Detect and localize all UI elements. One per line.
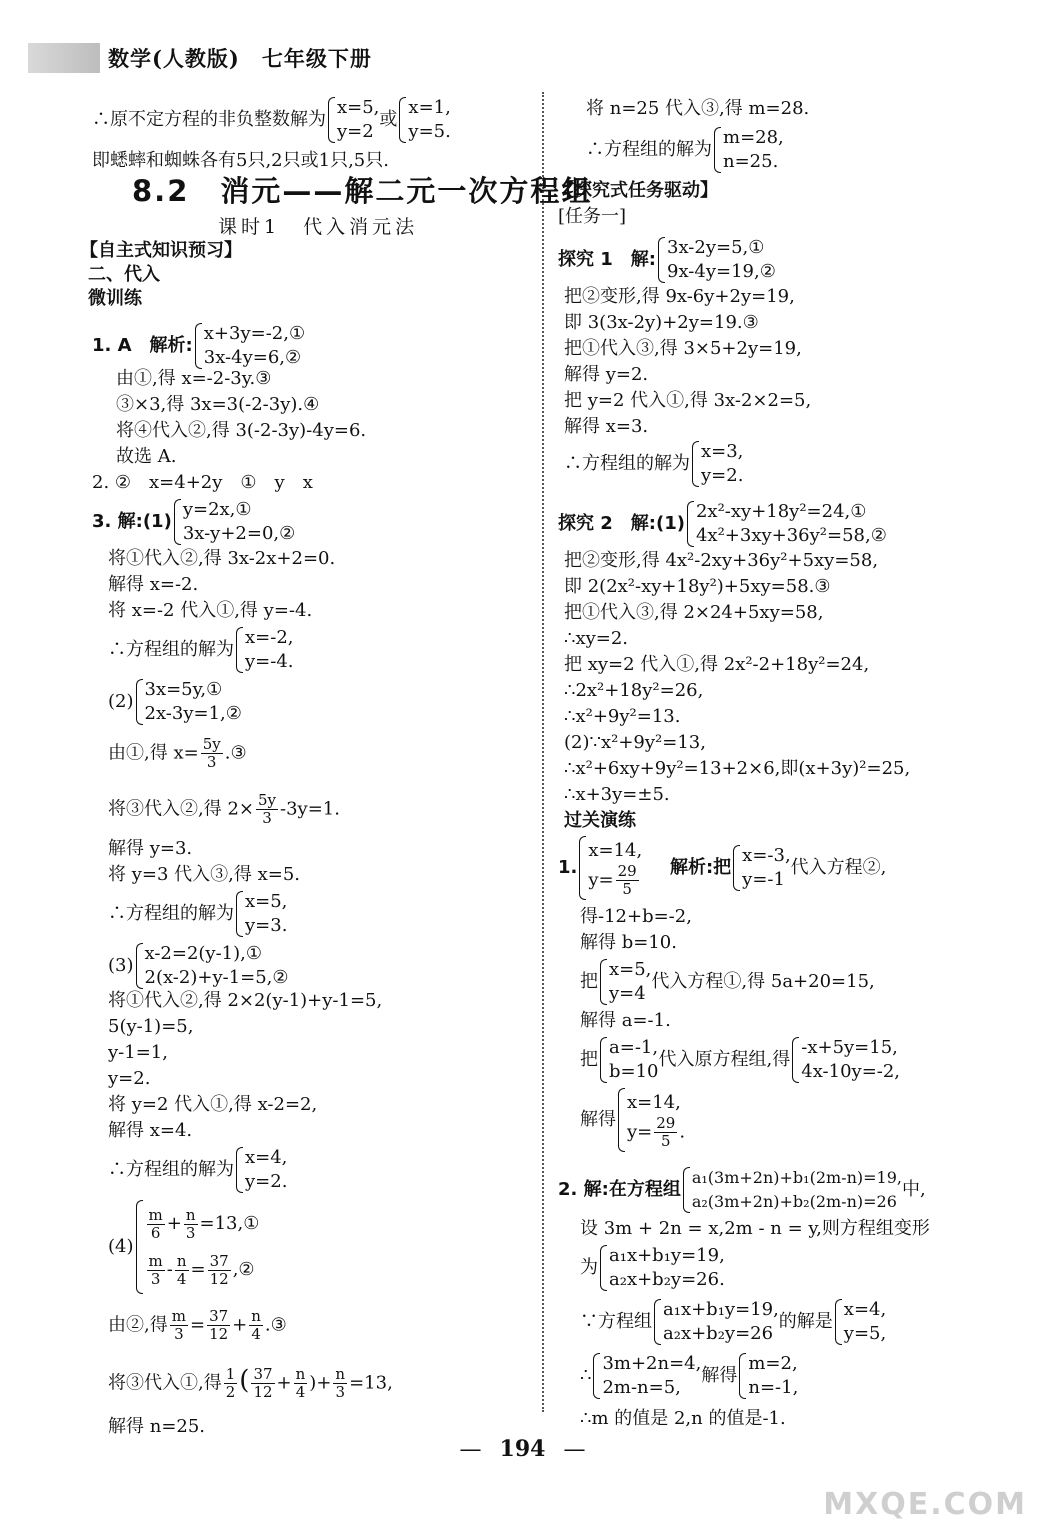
denominator: 4 <box>295 1383 306 1401</box>
denominator: 3 <box>174 1325 184 1343</box>
fraction <box>207 1308 230 1343</box>
brace <box>136 943 143 989</box>
denominator: 12 <box>209 1269 229 1288</box>
text-line <box>580 1352 798 1400</box>
numerator: 1 <box>225 1365 236 1383</box>
fraction <box>184 1207 198 1242</box>
eq-line: x=4, <box>245 1147 288 1168</box>
equation-system <box>134 678 242 726</box>
text: ∴方程组的解为 <box>586 139 712 160</box>
text-line: 即 2(2x²-xy+18y²)+5xy=58.③ <box>564 576 831 597</box>
brace <box>236 627 243 673</box>
brace <box>236 1147 243 1193</box>
eq-line: m=2, <box>748 1353 798 1374</box>
text: 1. <box>558 857 578 878</box>
text: ,② <box>232 1259 255 1280</box>
left-line-1 <box>92 96 451 144</box>
eq-line <box>588 863 642 898</box>
text-line: 把 xy=2 代入①,得 2x²-2+18y²=24, <box>564 654 870 675</box>
brace <box>714 127 721 173</box>
brace <box>328 97 335 143</box>
denominator: 6 <box>150 1223 161 1242</box>
brace <box>739 1353 746 1399</box>
header-gray-bar <box>28 43 100 73</box>
text-line: 解得 y=3. <box>108 838 193 859</box>
operator: + <box>276 1372 292 1394</box>
denominator: 5 <box>622 879 632 898</box>
text-line: 把 y=2 代入①,得 3x-2×2=5, <box>564 390 812 411</box>
text: . <box>679 1121 686 1142</box>
numerator: 29 <box>617 861 637 880</box>
numerator: 5y <box>257 791 277 809</box>
text-line: 5(y-1)=5, <box>108 1016 194 1037</box>
text-line: ∴x²+6xy+9y²=13+2×6,即(x+3y)²=25, <box>564 758 911 779</box>
text-line: 解得 a=-1. <box>580 1010 671 1031</box>
eq-line: y=-4. <box>245 651 294 672</box>
eq-line: x=3, <box>701 441 744 462</box>
denominator: 4 <box>176 1269 187 1288</box>
left-line-2: 即蟋蟀和蜘蛛各有5只,2只或1只,5只. <box>92 150 389 171</box>
text: ∴方程组的解为 <box>108 903 234 924</box>
numerator: m <box>148 1205 163 1224</box>
equation-system <box>591 1352 701 1400</box>
dash: — <box>563 1437 586 1462</box>
text: 把 <box>580 1049 598 1070</box>
eq-line: y=2. <box>245 1171 288 1192</box>
text: 将③代入②,得 2× <box>108 798 254 820</box>
equation-system <box>598 1244 725 1292</box>
eq-line: y=2 <box>337 121 374 142</box>
brace <box>658 237 665 283</box>
eq-line: x=5, <box>337 97 380 118</box>
text-line: 得-12+b=-2, <box>580 906 692 927</box>
eq-line: y=5. <box>408 121 451 142</box>
denominator: 3 <box>150 1269 161 1288</box>
denominator: 3 <box>185 1223 196 1242</box>
text-line: ∴2x²+18y²=26, <box>564 680 704 701</box>
text: y= <box>588 869 614 890</box>
watermark-logo: MXQE.COM <box>823 1487 1027 1522</box>
denominator: 4 <box>251 1325 261 1343</box>
brace <box>579 836 586 900</box>
denominator: 12 <box>253 1383 273 1401</box>
text-line <box>580 1088 685 1152</box>
equation-system <box>656 236 776 284</box>
explore1-line <box>558 236 776 284</box>
text-line: 把②变形,得 9x-6y+2y=19, <box>564 286 795 307</box>
eq-line: 3x-4y=6,② <box>203 347 302 368</box>
drill1-line <box>558 836 886 900</box>
dash: — <box>459 1437 482 1462</box>
fraction <box>294 1366 308 1401</box>
text: 探究 1 解: <box>558 249 656 270</box>
equation-system <box>790 1036 900 1084</box>
eq-line: x=1, <box>408 97 451 118</box>
text: ∴方程组的解为 <box>108 1159 234 1180</box>
equation-system <box>685 500 887 548</box>
eq-line: 3x-y+2=0,② <box>182 523 296 544</box>
equation-system <box>690 440 743 488</box>
text-line: 把①代入③,得 2×24+5xy=58, <box>564 602 824 623</box>
brace <box>654 1299 661 1345</box>
fraction <box>201 736 223 771</box>
equation-system <box>234 890 287 938</box>
brace <box>195 323 202 369</box>
text: ∵方程组 <box>580 1311 652 1332</box>
text-line: ∴m 的值是 2,n 的值是-1. <box>580 1408 786 1429</box>
text-line: ∴x+3y=±5. <box>564 784 670 805</box>
eq-line: b=10 <box>609 1061 659 1082</box>
text: 由①,得 x= <box>108 742 199 764</box>
text: ∴ <box>580 1365 592 1386</box>
fraction <box>147 1253 165 1288</box>
text-line <box>108 1366 393 1401</box>
eq-line: x=5, <box>609 959 652 980</box>
equation-system <box>731 844 791 892</box>
brace <box>692 441 699 487</box>
section-heading: 【探究式任务驱动】 <box>556 180 718 201</box>
eq-line: 3x=5y,① <box>144 679 223 700</box>
eq-line: n=25. <box>723 151 779 172</box>
denominator: 12 <box>209 1325 229 1343</box>
numerator: 5y <box>202 735 221 753</box>
eq-line: a=-1, <box>609 1037 659 1058</box>
fraction <box>170 1308 188 1343</box>
text: 1. A 解析: <box>92 335 193 356</box>
text: 代入方程①,得 5a+20=15, <box>651 971 875 992</box>
eq-line: 4x-10y=-2, <box>801 1061 901 1082</box>
text-line: 将 n=25 代入③,得 m=28. <box>586 98 810 119</box>
sub-heading: 过关演练 <box>564 810 636 831</box>
text: ∴方程组的解为 <box>108 639 234 660</box>
text: 把 <box>580 971 598 992</box>
text: 中, <box>901 1179 926 1200</box>
denominator: 2 <box>225 1383 236 1401</box>
text: (4) <box>108 1236 134 1257</box>
fraction <box>251 1366 274 1401</box>
brace <box>687 501 694 547</box>
eq-line: a₂x+b₂y=26. <box>609 1269 725 1290</box>
text-line: 解得 x=-2. <box>108 574 199 595</box>
brace <box>600 1037 607 1083</box>
part3-line <box>108 942 289 990</box>
fraction <box>256 792 278 827</box>
solution-line <box>108 890 287 938</box>
brace <box>136 679 143 725</box>
section-heading: 【自主式知识预习】 <box>80 240 242 261</box>
eq-line: y=4 <box>609 983 646 1004</box>
text: 3. 解:(1) <box>92 511 172 532</box>
text: -3y=1. <box>280 798 340 820</box>
operator: - <box>166 1259 173 1280</box>
equation-system <box>577 836 642 900</box>
brace <box>600 1245 607 1291</box>
text-line <box>108 1308 287 1343</box>
text: .③ <box>264 1314 287 1336</box>
operator: + <box>166 1213 182 1234</box>
text: 解得 <box>701 1365 738 1386</box>
text-line: ∴xy=2. <box>564 628 629 649</box>
solution-line <box>108 1146 287 1194</box>
text-line: y=2. <box>108 1068 151 1089</box>
equation-system <box>326 96 379 144</box>
eq-line: 2x-3y=1,② <box>144 703 242 724</box>
text-line <box>580 1298 886 1346</box>
page-number-value: 194 <box>499 1436 546 1462</box>
fraction <box>208 1253 231 1288</box>
eq-line <box>145 1247 260 1293</box>
numerator: 37 <box>209 1307 229 1325</box>
text-line: 解得 y=2. <box>564 364 649 385</box>
denominator: 3 <box>335 1383 346 1401</box>
numerator: 37 <box>253 1365 273 1383</box>
eq-line: x=5, <box>245 891 288 912</box>
explore2-line <box>558 500 887 548</box>
header-title: 数学(人教版) 七年级下册 <box>108 46 372 71</box>
text-line: 解得 b=10. <box>580 932 677 953</box>
text-line: 解得 x=3. <box>564 416 649 437</box>
text-line: 将①代入②,得 2×2(y-1)+y-1=5, <box>108 990 383 1011</box>
fraction <box>224 1366 238 1401</box>
solution-line <box>586 126 784 174</box>
eq-line: y=5, <box>843 1323 887 1344</box>
text-line: 将 x=-2 代入①,得 y=-4. <box>108 600 313 621</box>
text-line: 即 3(3x-2y)+2y=19.③ <box>564 312 759 333</box>
text-line: 由①,得 x=-2-3y.③ <box>116 368 272 389</box>
brace <box>600 959 607 1005</box>
eq-line: x=4, <box>843 1299 887 1320</box>
text-line: 将 y=2 代入①,得 x-2=2, <box>108 1094 318 1115</box>
eq-line: 2x²-xy+18y²=24,① <box>695 501 867 522</box>
q3-line <box>92 498 295 546</box>
eq-line: a₁x+b₁y=19, <box>663 1299 779 1320</box>
text-line: 将 y=3 代入③,得 x=5. <box>108 864 300 885</box>
eq-line: 3x-2y=5,① <box>667 237 765 258</box>
text: 为 <box>580 1257 598 1278</box>
brace <box>618 1088 625 1152</box>
numerator: n <box>335 1365 346 1383</box>
brace <box>792 1037 799 1083</box>
part2-line <box>108 678 242 726</box>
text-line: 把②变形,得 4x²-2xy+36y²+5xy=58, <box>564 550 879 571</box>
equation-system <box>616 1088 685 1152</box>
denominator: 3 <box>262 809 272 827</box>
text: 2. 解:在方程组 <box>558 1179 681 1200</box>
section-title: 8.2 消元——解二元一次方程组 <box>132 174 593 208</box>
lesson-subtitle: 课时1 代入消元法 <box>218 216 419 238</box>
part4-line <box>108 1200 259 1294</box>
numerator: 29 <box>656 1113 676 1132</box>
operator: + <box>232 1314 248 1336</box>
text: (2) <box>108 691 134 712</box>
fraction <box>616 863 639 898</box>
text: 探究 2 解:(1) <box>558 513 685 534</box>
brace <box>835 1299 842 1345</box>
operator: = <box>189 1314 206 1336</box>
eq-line: 2(x-2)+y-1=5,② <box>144 967 289 988</box>
eq-line: x=-3, <box>742 845 791 866</box>
text: 将③代入①,得 <box>108 1372 222 1394</box>
text: =13, <box>349 1372 393 1394</box>
fraction <box>147 1207 165 1242</box>
text: 由②,得 <box>108 1314 168 1336</box>
brace <box>136 1200 143 1294</box>
text-line: (2)∵x²+9y²=13, <box>564 732 706 753</box>
eq-line: 3m+2n=4, <box>602 1353 702 1374</box>
eq-line: a₂x+b₂y=26 <box>663 1323 774 1344</box>
equation-system <box>598 1036 659 1084</box>
eq-line <box>627 1115 685 1150</box>
text: =13,① <box>199 1213 260 1234</box>
column-divider <box>542 92 544 1412</box>
sub-heading: 微训练 <box>88 288 142 309</box>
eq-line <box>145 1201 260 1247</box>
text-line: 解得 x=4. <box>108 1120 193 1141</box>
q1-line <box>92 322 305 370</box>
text: 的解是 <box>778 1311 833 1332</box>
numerator: m <box>148 1251 163 1270</box>
text: )+ <box>309 1372 332 1394</box>
paren: ( <box>239 1365 250 1396</box>
text-line <box>580 1244 725 1292</box>
drill2-line <box>558 1166 926 1214</box>
text-line: 将④代入②,得 3(-2-3y)-4y=6. <box>116 420 367 441</box>
text: 解得 <box>580 1109 616 1130</box>
text: 或 <box>379 109 398 130</box>
numerator: m <box>171 1307 186 1325</box>
text-line <box>580 1036 900 1084</box>
equation-system <box>234 1146 287 1194</box>
eq-line: 2m-n=5, <box>602 1377 681 1398</box>
equation-system <box>712 126 784 174</box>
brace <box>236 891 243 937</box>
text: 解析:把 <box>669 857 732 878</box>
text: (3) <box>108 955 134 976</box>
eq-line: y=2x,① <box>182 499 252 520</box>
eq-line: -x+5y=15, <box>801 1037 898 1058</box>
equation-system <box>737 1352 798 1400</box>
eq-line: y=2. <box>701 465 744 486</box>
sub-heading: 二、代入 <box>88 264 160 285</box>
text-line: ③×3,得 3x=3(-2-3y).④ <box>116 394 320 415</box>
brace <box>683 1167 690 1213</box>
text: ∴原不定方程的非负整数解为 <box>92 109 326 130</box>
sub-heading: [任务一] <box>558 206 627 227</box>
text-line: 把①代入③,得 3×5+2y=19, <box>564 338 802 359</box>
fraction <box>333 1366 347 1401</box>
fraction <box>249 1308 263 1343</box>
eq-line: x-2=2(y-1),① <box>144 943 263 964</box>
text-line: ∴x²+9y²=13. <box>564 706 681 727</box>
brace <box>733 845 740 891</box>
numerator: n <box>176 1251 187 1270</box>
text-line: 解得 n=25. <box>108 1416 206 1437</box>
eq-line: y=3. <box>245 915 288 936</box>
q2-line: 2. ② x=4+2y ① y x <box>92 472 313 493</box>
brace <box>174 499 181 545</box>
fraction <box>654 1115 677 1150</box>
text-line <box>108 736 247 771</box>
eq-line: x=14, <box>588 839 643 861</box>
eq-line: n=-1, <box>748 1377 799 1398</box>
eq-line: a₁x+b₁y=19, <box>609 1245 725 1266</box>
eq-line: 9x-4y=19,② <box>667 261 776 282</box>
text: 代入方程②, <box>790 857 887 878</box>
equation-system <box>234 626 294 674</box>
text: .③ <box>224 742 247 764</box>
numerator: n <box>295 1365 306 1383</box>
numerator: 37 <box>209 1251 229 1270</box>
eq-line: a₁(3m+2n)+b₁(2m-n)=19, <box>691 1168 902 1187</box>
equation-system <box>652 1298 779 1346</box>
numerator: n <box>185 1205 196 1224</box>
page-number <box>0 1436 1045 1462</box>
equation-system <box>172 498 295 546</box>
equation-system <box>833 1298 886 1346</box>
brace <box>399 97 406 143</box>
equation-system <box>134 1200 260 1294</box>
eq-line: x+3y=-2,① <box>203 323 306 344</box>
equation-system <box>193 322 305 370</box>
eq-line: x=14, <box>627 1091 681 1113</box>
page-header <box>28 40 372 76</box>
text-line: 设 3m + 2n = x,2m - n = y,则方程组变形 <box>580 1218 930 1239</box>
denominator: 3 <box>206 753 217 771</box>
equation-system <box>397 96 450 144</box>
text-line: 故选 A. <box>116 446 177 467</box>
denominator: 5 <box>661 1131 671 1150</box>
text-line <box>580 958 875 1006</box>
text-line: y-1=1, <box>108 1042 168 1063</box>
operator: = <box>190 1259 206 1280</box>
eq-line: y=-1 <box>742 869 785 890</box>
numerator: n <box>251 1307 261 1325</box>
fraction <box>175 1253 189 1288</box>
equation-system <box>598 958 651 1006</box>
eq-line: x=-2, <box>245 627 294 648</box>
solution-line <box>108 626 294 674</box>
eq-line: 4x²+3xy+36y²=58,② <box>695 525 887 546</box>
text: 代入原方程组,得 <box>658 1049 791 1070</box>
equation-system <box>681 1166 902 1214</box>
solution-line <box>564 440 743 488</box>
eq-line: m=28, <box>723 127 784 148</box>
text: ∴方程组的解为 <box>564 453 690 474</box>
brace <box>593 1353 600 1399</box>
text: y= <box>627 1121 653 1142</box>
text-line: 将①代入②,得 3x-2x+2=0. <box>108 548 336 569</box>
equation-system <box>134 942 289 990</box>
eq-line: a₂(3m+2n)+b₂(2m-n)=26 <box>691 1192 897 1211</box>
text-line <box>108 792 340 827</box>
